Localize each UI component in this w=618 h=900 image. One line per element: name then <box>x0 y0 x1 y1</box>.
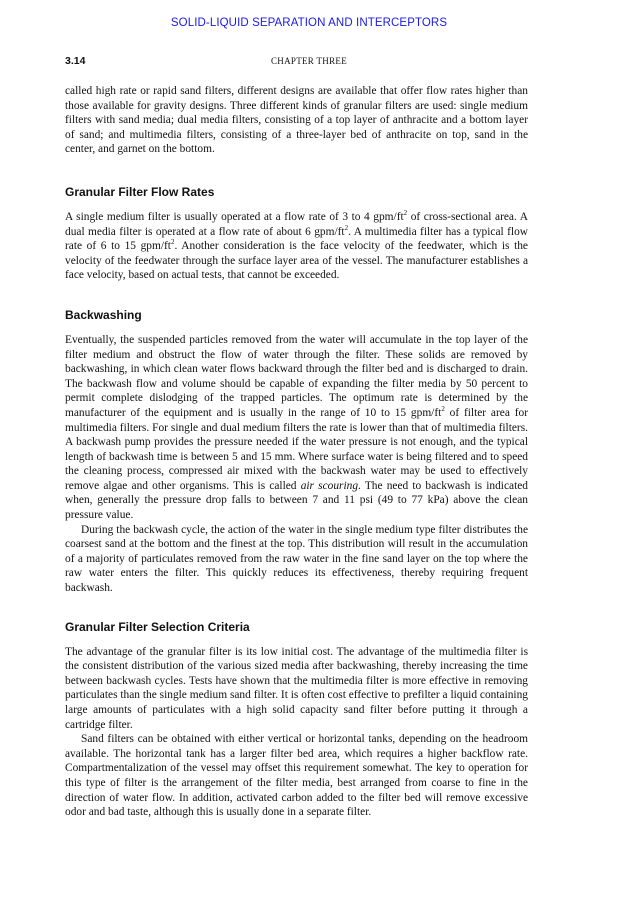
page-body <box>65 84 528 820</box>
text-run: of cross-sectional area. A dual media filter is operated at a flow rate of about 6 gpm/ft <box>65 210 528 238</box>
running-header: SOLID-LIQUID SEPARATION AND INTERCEPTORS <box>170 17 448 29</box>
heading-flow-rates: Granular Filter Flow Rates <box>65 184 215 199</box>
flow-rates-paragraph <box>65 210 528 283</box>
text-run: . Another consideration is the face velocity of the feedwater, which is the velocity of the feedwater through the surface layer area of the vessel. The manufacturer establishes a face velocity, based on actual tests, that cannot be exceeded. <box>65 240 528 282</box>
text-run: . The need to backwash is indicated when, generally the pressure drop falls to between 7 and 11 psi (49 to 77 kPa) above the clean pressure value. <box>65 479 528 522</box>
text-run: A single medium filter is usually operated at a flow rate of 3 to 4 gpm/ft <box>65 210 404 223</box>
superscript: 2 <box>170 238 175 247</box>
chapter-title: CHAPTER THREE <box>271 56 347 66</box>
text-run: Eventually, the suspended particles removed from the water will accumulate in the top layer of the filter medium and obstruct the flow of water through the filter. These solids are removed by backwashing, in which clean water flows backward through the filter bed and is discharged to drain. The backwash flow and volume should be capable of expanding the filter media by 50 percent to permit complete dislodging of the trapped particles. The optimum rate is determined by the manufacturer of the equipment and is usually in the range of 10 to 15 gpm/ft <box>65 333 528 419</box>
page-number: 3.14 <box>65 55 86 67</box>
italic-term: air scouring <box>300 479 359 492</box>
superscript: 2 <box>344 223 349 232</box>
backwashing-paragraph-1 <box>65 333 528 523</box>
superscript: 2 <box>403 208 408 217</box>
backwashing-paragraph-2: During the backwash cycle, the action of the water in the single medium type filter distributes the coarsest sand at the bottom and the finest at the top. This distribution will result in the accumulation of a majority of particulates removed from the raw water in the fine sand layer on the top where the raw water enters the filter. This quickly reduces its effectiveness, thereby requiring frequent backwash. <box>65 523 528 595</box>
heading-selection-criteria: Granular Filter Selection Criteria <box>65 619 250 634</box>
intro-paragraph: called high rate or rapid sand filters, different designs are available that offer flow rates higher than those available for gravity designs. Three different kinds of granular filters are used: single medium filters with sand media; dual media filters, consisting of a top layer of anthracite and a bottom layer of sand; and multimedia filters, consisting of a three-layer bed of anthracite on top, sand in the center, and garnet on the bottom. <box>65 85 528 156</box>
text-run: of filter area for multimedia filters. For single and dual medium filters the rate is lower than that of multimedia filters. A backwash pump provides the pressure needed if the water pressure is not enough, and the typical length of backwash time is between 5 and 15 mm. Where surface water is being filtered and to speed the cleaning process, compressed air mixed with the backwash water may be used to effectively remove algae and other organisms. This is called <box>65 406 528 492</box>
superscript: 2 <box>441 404 445 413</box>
heading-backwashing: Backwashing <box>65 307 142 322</box>
selection-paragraph-2: Sand filters can be obtained with either vertical or horizontal tanks, depending on the headroom available. The horizontal tank has a larger filter bed area, which requires a higher backflow rate. Compartmentalization of the vessel may offset this requirement somewhat. The key to operation for this type of filter is the arrangement of the filter media, best arranged from coarse to fine in the direction of water flow. In addition, activated carbon added to the filter bed will remove excessive odor and bad taste, although this is usually done in a separate filter. <box>65 733 528 819</box>
text-run: . A multimedia filter has a typical flow rate of 6 to 15 gpm/ft <box>65 225 528 253</box>
selection-paragraph-1: The advantage of the granular filter is its low initial cost. The advantage of the multimedia filter is the consistent distribution of the various sized media after backwashing, thereby increasing the time between backwash cycles. Tests have shown that the multimedia filter is more effective in removing particulates than the single medium sand filter. It is often cost effective to prefilter a liquid containing large amounts of particulates with a high solid capacity sand filter before putting it through a cartridge filter. <box>65 645 528 731</box>
